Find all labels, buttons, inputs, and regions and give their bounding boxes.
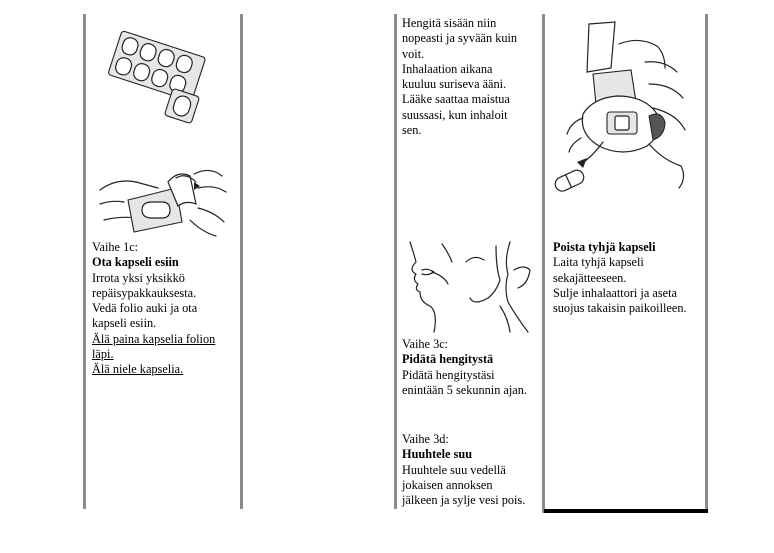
hold-breath-face-illustration [404, 240, 534, 334]
column-divider [705, 14, 708, 513]
instruction-line: repäisypakkauksesta. [92, 285, 197, 300]
blister-pack-illustration [98, 28, 218, 130]
step-label: Vaihe 1c: [92, 240, 139, 254]
instruction-line: jokaisen annoksen [402, 477, 493, 492]
instruction-line: sen. [402, 123, 422, 138]
step-3c-block [402, 337, 527, 398]
step-title: Huuhtele suu [402, 447, 473, 462]
instruction-line: Irrota yksi yksikkö [92, 270, 185, 285]
warning-line: läpi. [92, 347, 114, 362]
instruction-line: kapseli esiin. [92, 316, 157, 331]
instruction-line: Sulje inhalaattori ja aseta [553, 285, 677, 300]
column-divider [542, 14, 545, 513]
step-3d-block [402, 432, 525, 508]
column-divider [240, 14, 243, 509]
step-title: Ota kapseli esiin [92, 255, 179, 270]
instruction-line: Hengitä sisään niin [402, 16, 497, 30]
instruction-line: suojus takaisin paikoilleen. [553, 301, 687, 316]
remove-capsule-block [553, 240, 687, 316]
step-1c-block [92, 240, 215, 378]
instruction-line: Inhalaation aikana [402, 61, 493, 76]
step-label: Vaihe 3c: [402, 337, 449, 351]
instruction-line: jälkeen ja sylje vesi pois. [402, 493, 526, 508]
instruction-line: Lääke saattaa maistua [402, 92, 510, 107]
step-label: Vaihe 3d: [402, 432, 449, 446]
inhale-intro-block [402, 16, 517, 138]
instruction-line: Pidätä hengitystäsi [402, 367, 495, 382]
peel-foil-illustration [98, 160, 228, 240]
instruction-line: voit. [402, 46, 425, 61]
instruction-line: sekajätteeseen. [553, 270, 627, 285]
step-title: Poista tyhjä kapseli [553, 240, 656, 254]
step-title: Pidätä hengitystä [402, 352, 494, 367]
warning-line: Älä niele kapselia. [92, 362, 184, 377]
bottom-rule [544, 509, 708, 513]
column-divider [83, 14, 86, 509]
column-divider [394, 14, 397, 509]
warning-line: Älä paina kapselia folion [92, 331, 216, 346]
instruction-line: kuuluu suriseva ääni. [402, 77, 507, 92]
instruction-line: Huuhtele suu vedellä [402, 462, 506, 477]
instruction-line: nopeasti ja syvään kuin [402, 31, 518, 46]
instruction-line: enintään 5 sekunnin ajan. [402, 382, 527, 397]
instruction-line: Laita tyhjä kapseli [553, 255, 644, 270]
instruction-line: Vedä folio auki ja ota [92, 301, 198, 316]
remove-capsule-inhaler-illustration [553, 18, 693, 198]
instruction-line: suussasi, kun inhaloit [402, 107, 508, 122]
